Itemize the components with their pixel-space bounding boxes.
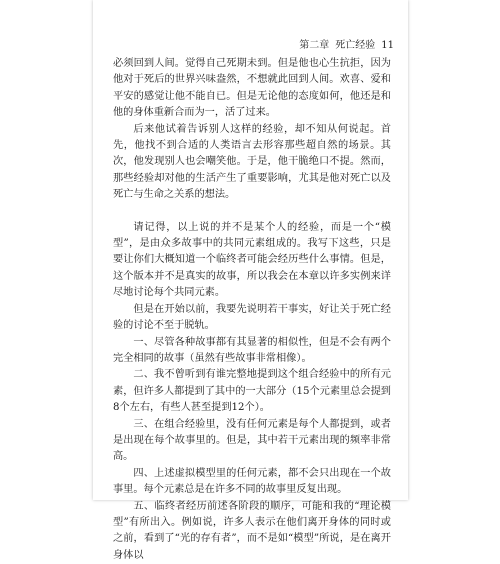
list-item: 三、在组合经验里，没有任何元素是每个人都提到，或者是出现在每个故事里的。但是，其中若干元素出现的频率非常高。 (113, 418, 391, 463)
list-item: 一、尽管各种故事都有其显著的相似性，但是不会有两个完全相同的故事（虽然有些故事非常相像）。 (113, 336, 391, 364)
section-break (113, 204, 391, 220)
chapter-number: 第二章 (299, 40, 330, 51)
page-number: 11 (381, 40, 394, 51)
paragraph: 请记得，以上说的并不是某个人的经验，而是一个“模型”，是由众多故事中的共同元素组成的。我写下这些，只是要让你们大概知道一个临终者可能会经历些什么事情。但是，这个版本并不是真实的故事，所以我会在本章以许多实例来详尽地讨论每个共同元素。 (113, 221, 391, 299)
list-item: 五、临终者经历前述各阶段的顺序，可能和我的“理论模型”有所出入。例如说，许多人表示在他们离开身体的同时或之前，看到了“光的存有者”，而不是如“模型”所说，是在离开身体以 (113, 500, 391, 561)
list-item: 四、上述虚拟模型里的任何元素，都不会只出现在一个故事里。每个元素总是在许多不同的故事里反复出现。 (113, 467, 391, 496)
paragraph: 后来他试着告诉别人这样的经验，却不知从何说起。首先，他找不到合适的人类语言去形容那些超自然的场景。其次，他发现别人也会嘲笑他。于是，他干脆绝口不提。然而，那些经验却对他的生活产生了重要影响，尤其是他对死亡以及死亡与生命之关系的想法。 (113, 123, 391, 201)
list-item: 二、我不曾听到有谁完整地提到这个组合经验中的所有元素，但许多人都提到了其中的一大部分（15个元素里总会提到8个左右，有些人甚至提到12个）。 (113, 369, 391, 414)
running-header (299, 36, 394, 51)
paragraph: 但是在开始以前，我要先说明若干事实，好让关于死亡经验的讨论不至于脱轨。 (113, 303, 391, 332)
chapter-title: 死亡经验 (335, 40, 376, 51)
page-body (113, 56, 391, 564)
paragraph: 必须回到人间。觉得自己死期未到。但是他也心生抗拒，因为他对于死后的世界兴味盎然，不想就此回到人间。欢喜、爱和平安的感觉让他不能自已。但是无论他的态度如何，他还是和他的身体重新合而为一，活了过来。 (113, 58, 391, 119)
book-page (93, 0, 408, 561)
